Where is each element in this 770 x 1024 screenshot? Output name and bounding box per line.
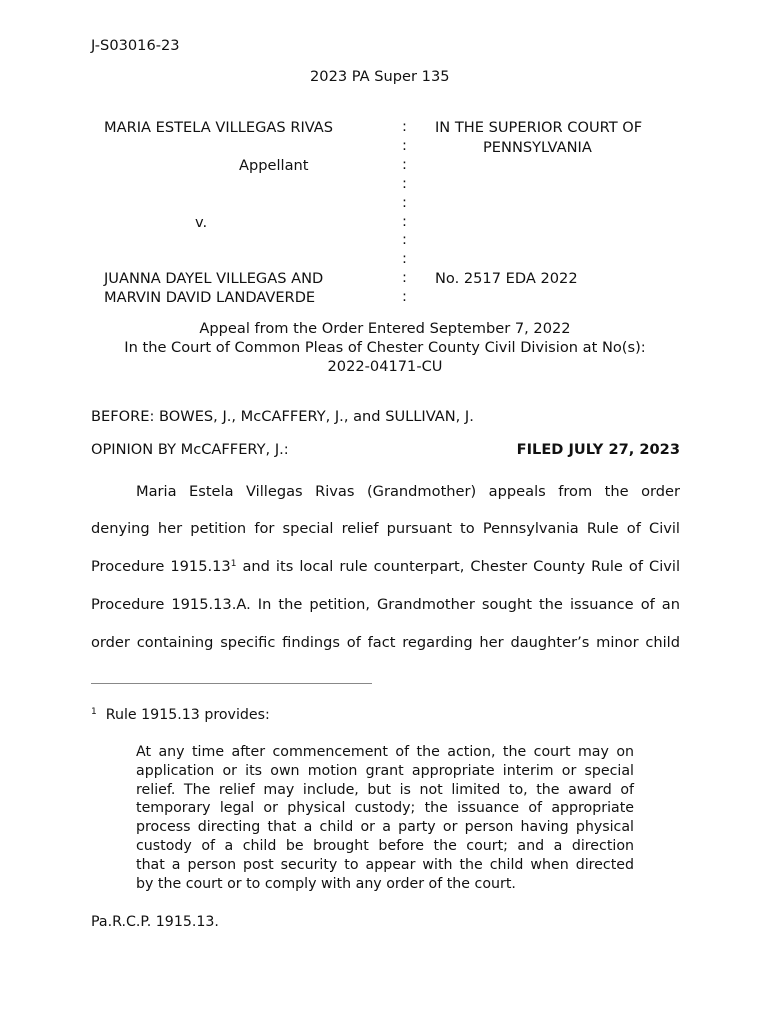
docket-id: J-S03016-23 (91, 37, 180, 54)
case-number: No. 2517 EDA 2022 (435, 270, 578, 287)
body-line: Procedure 1915.13.A. In the petition, Grandmother sought the issuance of an (91, 596, 680, 613)
panel-before: BEFORE: BOWES, J., McCAFFERY, J., and SULLIVAN, J. (91, 408, 474, 425)
divider-colon: : (402, 231, 407, 249)
footnote-citation: Pa.R.C.P. 1915.13. (91, 914, 219, 930)
body-text: Procedure 1915.13 (91, 558, 231, 575)
footnote-quote-line: relief. The relief may include, but is not limited to, the award of (136, 782, 634, 798)
filed-date: FILED JULY 27, 2023 (516, 441, 680, 458)
footnote-quote-line: process directing that a child or a party or person having physical (136, 819, 634, 835)
divider-colon: : (402, 155, 407, 173)
footnote-quote-line: temporary legal or physical custody; the issuance of appropriate (136, 800, 634, 816)
body-text: and its local rule counterpart, Chester County Rule of Civil (236, 558, 680, 575)
body-line: order containing specific findings of fact regarding her daughter’s minor child (91, 634, 680, 651)
divider-colon: : (402, 288, 407, 306)
appellees-line-1: JUANNA DAYEL VILLEGAS AND (104, 270, 324, 287)
divider-colon: : (402, 118, 407, 135)
footnote-quote-line: At any time after commencement of the action, the court may on (136, 744, 634, 760)
appeal-line-1: Appeal from the Order Entered September 7, 2022 (199, 320, 571, 337)
footnote-marker: 1 (91, 707, 97, 717)
citation: 2023 PA Super 135 (310, 68, 450, 85)
opinion-by: OPINION BY McCAFFERY, J.: (91, 441, 289, 458)
footnote-quote-line: custody of a child be brought before the court; and a direction (136, 838, 634, 854)
appellees-line-2: MARVIN DAVID LANDAVERDE (104, 289, 316, 306)
divider-colon: : (402, 269, 407, 287)
divider-colon: : (402, 193, 407, 211)
footnote-quote-line: application or its own motion grant appropriate interim or special (136, 763, 634, 779)
appellant-name: MARIA ESTELA VILLEGAS RIVAS (104, 119, 334, 136)
footnote-separator (91, 683, 372, 684)
versus: v. (195, 214, 208, 231)
court-name-line-1: IN THE SUPERIOR COURT OF (435, 119, 643, 136)
footnote-intro-text: Rule 1915.13 provides: (105, 707, 270, 723)
body-line: denying her petition for special relief pursuant to Pennsylvania Rule of Civil (91, 520, 680, 537)
divider-colon: : (402, 174, 407, 192)
divider-colon: : (402, 136, 407, 154)
appellant-role: Appellant (239, 157, 309, 174)
footnote-intro (91, 707, 270, 723)
body-line-with-footnote (91, 558, 680, 575)
footnote-quote-line: that a person post security to appear with the child when directed (136, 857, 634, 873)
footnote-quote-line: by the court or to comply with any order of the court. (136, 876, 516, 892)
divider-colon: : (402, 212, 407, 230)
body-line: Maria Estela Villegas Rivas (Grandmother) appeals from the order (136, 483, 680, 500)
caption-divider (402, 118, 407, 307)
appeal-line-2: In the Court of Common Pleas of Chester County Civil Division at No(s): (124, 339, 646, 356)
footnote-reference: 1 (230, 559, 237, 569)
appeal-line-3: 2022-04171-CU (327, 358, 443, 375)
divider-colon: : (402, 250, 407, 268)
court-name-line-2: PENNSYLVANIA (483, 139, 592, 156)
